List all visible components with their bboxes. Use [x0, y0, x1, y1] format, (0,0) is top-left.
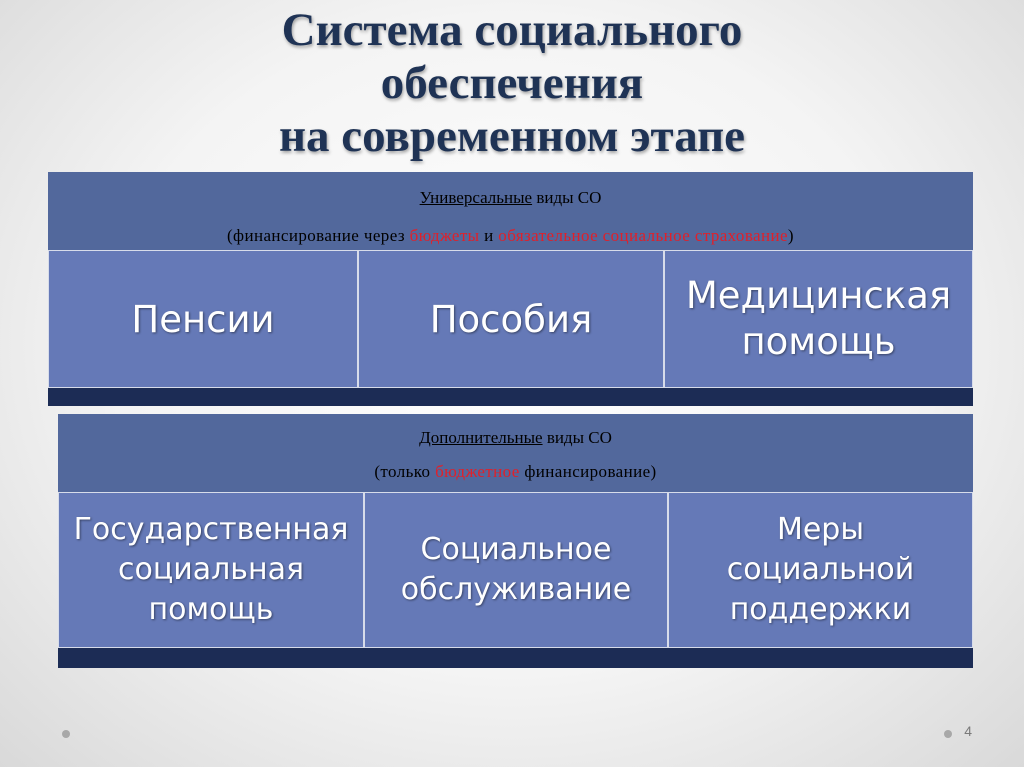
additional-section: [58, 414, 973, 668]
universal-cells: [48, 250, 973, 390]
cell-benefits-label: Пособия: [429, 297, 593, 341]
universal-note-suffix: ): [787, 226, 794, 245]
universal-heading: [48, 188, 973, 208]
additional-funding-note: [58, 462, 973, 482]
cell-medical-care-label: Медицинская помощь: [685, 274, 952, 363]
cell-state-social-assistance: [58, 492, 364, 648]
additional-heading-underlined: Дополнительные: [419, 428, 543, 447]
cell-state-social-assistance-label: Государственная социальная помощь: [73, 512, 349, 627]
page-number: 4: [964, 723, 972, 739]
title-line-1: Система социального: [281, 4, 743, 56]
cell-support-measures-label: Меры социальной поддержки: [726, 512, 915, 627]
universal-heading-underlined: Универсальные: [419, 188, 533, 207]
universal-note-prefix: (финансирование через: [227, 226, 410, 245]
cell-benefits: [358, 250, 664, 388]
additional-note-prefix: (только: [374, 462, 436, 481]
title-line-2: обеспечения: [380, 57, 644, 109]
additional-heading: [58, 428, 973, 448]
cell-medical-care: [664, 250, 973, 388]
cell-pensions-label: Пенсии: [131, 297, 275, 341]
universal-note-insurance: обязательное социальное страхование: [498, 226, 788, 245]
cell-social-services: [364, 492, 668, 648]
universal-heading-rest: виды СО: [532, 188, 602, 207]
additional-note-suffix: финансирование): [519, 462, 657, 481]
title-line-3: на современном этапе: [278, 110, 746, 162]
cell-pensions: [48, 250, 358, 388]
additional-note-budget: бюджетное: [435, 462, 520, 481]
additional-header: [58, 414, 973, 492]
cell-support-measures: [668, 492, 973, 648]
universal-section: [48, 172, 973, 406]
left-bullet-dot: [62, 730, 70, 738]
additional-cells: [58, 492, 973, 650]
universal-bottom-strip: [48, 390, 973, 406]
universal-funding-note: [48, 226, 973, 246]
universal-note-budgets: бюджеты: [409, 226, 480, 245]
cell-social-services-label: Социальное обслуживание: [400, 532, 632, 607]
universal-header: [48, 172, 973, 250]
universal-note-and: и: [479, 226, 499, 245]
additional-bottom-strip: [58, 650, 973, 668]
slide-title: [0, 4, 1024, 163]
additional-heading-rest: виды СО: [542, 428, 612, 447]
right-bullet-dot: [944, 730, 952, 738]
